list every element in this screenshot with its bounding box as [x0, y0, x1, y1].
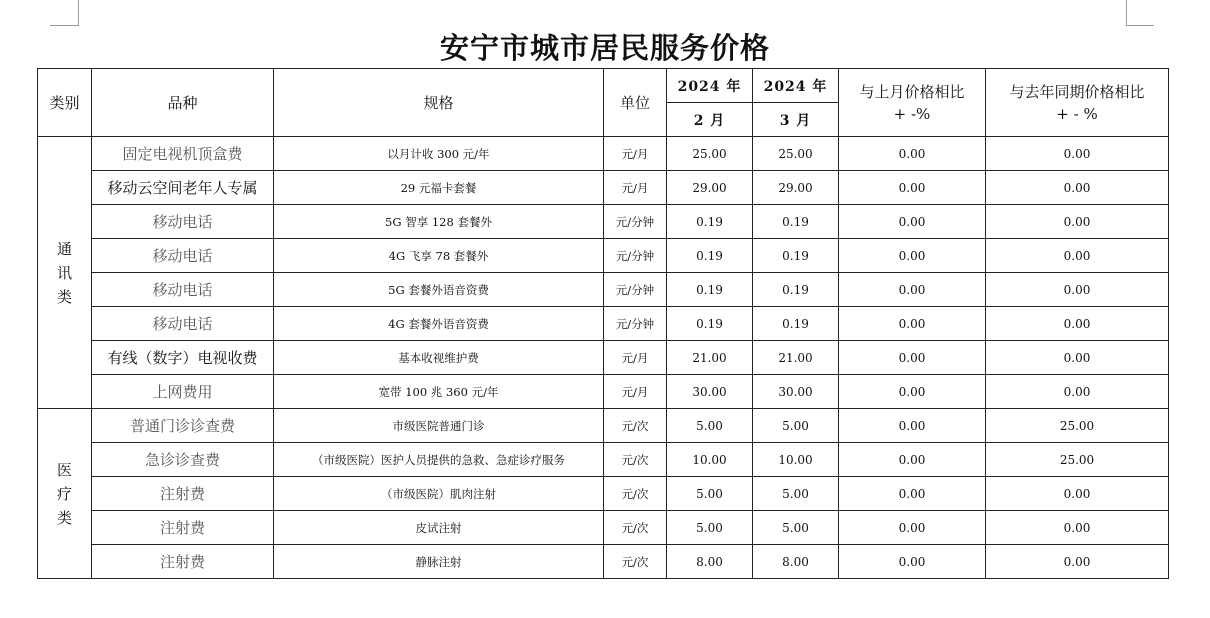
- feb-price-cell: 5.00: [667, 477, 753, 511]
- yoy-change-cell: 0.00: [986, 307, 1169, 341]
- mom-change-cell: 0.00: [839, 273, 986, 307]
- mar-price-cell: 25.00: [753, 137, 839, 171]
- spec-cell: 市级医院普通门诊: [274, 409, 604, 443]
- feb-price-cell: 0.19: [667, 205, 753, 239]
- feb-price-cell: 10.00: [667, 443, 753, 477]
- mar-price-cell: 0.19: [753, 273, 839, 307]
- category-char: 疗: [56, 484, 72, 503]
- spec-cell: 基本收视维护费: [274, 341, 604, 375]
- mar-price-cell: 30.00: [753, 375, 839, 409]
- feb-price-cell: 30.00: [667, 375, 753, 409]
- unit-cell: 元/月: [604, 137, 667, 171]
- spec-cell: （市级医院）医护人员提供的急救、急症诊疗服务: [274, 443, 604, 477]
- mom-change-cell: 0.00: [839, 375, 986, 409]
- yoy-change-cell: 0.00: [986, 511, 1169, 545]
- variety-cell: 固定电视机顶盒费: [92, 137, 274, 171]
- header-variety: 品种: [92, 69, 274, 137]
- spec-cell: 5G 智享 128 套餐外: [274, 205, 604, 239]
- feb-price-cell: 5.00: [667, 409, 753, 443]
- variety-cell: 急诊诊查费: [92, 443, 274, 477]
- table-row: [38, 239, 1169, 273]
- variety-cell: 移动电话: [92, 307, 274, 341]
- unit-cell: 元/次: [604, 477, 667, 511]
- yoy-change-cell: 0.00: [986, 273, 1169, 307]
- spec-cell: （市级医院）肌肉注射: [274, 477, 604, 511]
- mar-price-cell: 8.00: [753, 545, 839, 579]
- category-char: 类: [56, 508, 72, 527]
- table-row: [38, 511, 1169, 545]
- table-row: [38, 545, 1169, 579]
- price-table: [37, 68, 1169, 579]
- mar-price-cell: 10.00: [753, 443, 839, 477]
- variety-cell: 移动云空间老年人专属: [92, 171, 274, 205]
- header-mom-line2: + -%: [893, 104, 931, 123]
- mom-change-cell: 0.00: [839, 545, 986, 579]
- category-cell: [38, 137, 92, 409]
- unit-cell: 元/分钟: [604, 307, 667, 341]
- header-category: 类别: [38, 69, 92, 137]
- header-mar-year: 2024 年: [753, 69, 839, 103]
- spec-cell: 4G 套餐外语音资费: [274, 307, 604, 341]
- yoy-change-cell: 0.00: [986, 375, 1169, 409]
- table-row: [38, 375, 1169, 409]
- header-yoy: [986, 69, 1169, 137]
- feb-price-cell: 0.19: [667, 273, 753, 307]
- header-feb-year: 2024 年: [667, 69, 753, 103]
- table-row: [38, 307, 1169, 341]
- unit-cell: 元/次: [604, 443, 667, 477]
- yoy-change-cell: 0.00: [986, 545, 1169, 579]
- mom-change-cell: 0.00: [839, 205, 986, 239]
- crop-mark-top-right: [1126, 0, 1127, 26]
- yoy-change-cell: 0.00: [986, 171, 1169, 205]
- mar-price-cell: 29.00: [753, 171, 839, 205]
- category-char: 类: [56, 287, 72, 306]
- spec-cell: 静脉注射: [274, 545, 604, 579]
- variety-cell: 注射费: [92, 545, 274, 579]
- variety-cell: 移动电话: [92, 273, 274, 307]
- document-title: 安宁市城市居民服务价格: [439, 31, 770, 65]
- unit-cell: 元/月: [604, 375, 667, 409]
- feb-price-cell: 29.00: [667, 171, 753, 205]
- table-row: [38, 137, 1169, 171]
- yoy-change-cell: 0.00: [986, 205, 1169, 239]
- category-cell: [38, 409, 92, 579]
- feb-price-cell: 21.00: [667, 341, 753, 375]
- header-feb-month: 2 月: [667, 103, 753, 137]
- header-mom-line1: 与上月价格相比: [859, 82, 965, 101]
- variety-cell: 注射费: [92, 511, 274, 545]
- header-unit: 单位: [604, 69, 667, 137]
- feb-price-cell: 0.19: [667, 239, 753, 273]
- table-row: [38, 409, 1169, 443]
- unit-cell: 元/次: [604, 511, 667, 545]
- mar-price-cell: 5.00: [753, 477, 839, 511]
- header-mar-month: 3 月: [753, 103, 839, 137]
- yoy-change-cell: 0.00: [986, 341, 1169, 375]
- spec-cell: 29 元福卡套餐: [274, 171, 604, 205]
- mom-change-cell: 0.00: [839, 443, 986, 477]
- mom-change-cell: 0.00: [839, 137, 986, 171]
- variety-cell: 上网费用: [92, 375, 274, 409]
- table-row: [38, 477, 1169, 511]
- mom-change-cell: 0.00: [839, 477, 986, 511]
- mom-change-cell: 0.00: [839, 307, 986, 341]
- mom-change-cell: 0.00: [839, 341, 986, 375]
- yoy-change-cell: 25.00: [986, 409, 1169, 443]
- unit-cell: 元/次: [604, 545, 667, 579]
- mar-price-cell: 5.00: [753, 511, 839, 545]
- feb-price-cell: 25.00: [667, 137, 753, 171]
- header-yoy-line1: 与去年同期价格相比: [1009, 82, 1145, 101]
- header-spec: 规格: [274, 69, 604, 137]
- yoy-change-cell: 0.00: [986, 239, 1169, 273]
- header-yoy-line2: + - %: [1056, 104, 1098, 123]
- variety-cell: 移动电话: [92, 239, 274, 273]
- spec-cell: 宽带 100 兆 360 元/年: [274, 375, 604, 409]
- feb-price-cell: 8.00: [667, 545, 753, 579]
- mar-price-cell: 21.00: [753, 341, 839, 375]
- spec-cell: 以月计收 300 元/年: [274, 137, 604, 171]
- table-row: [38, 273, 1169, 307]
- variety-cell: 普通门诊诊查费: [92, 409, 274, 443]
- category-char: 讯: [56, 263, 72, 282]
- unit-cell: 元/分钟: [604, 205, 667, 239]
- yoy-change-cell: 0.00: [986, 137, 1169, 171]
- table-row: [38, 205, 1169, 239]
- feb-price-cell: 0.19: [667, 307, 753, 341]
- unit-cell: 元/月: [604, 341, 667, 375]
- mom-change-cell: 0.00: [839, 171, 986, 205]
- unit-cell: 元/月: [604, 171, 667, 205]
- spec-cell: 5G 套餐外语音资费: [274, 273, 604, 307]
- table-row: [38, 443, 1169, 477]
- spec-cell: 皮试注射: [274, 511, 604, 545]
- category-char: 通: [56, 239, 72, 258]
- spec-cell: 4G 飞享 78 套餐外: [274, 239, 604, 273]
- variety-cell: 注射费: [92, 477, 274, 511]
- variety-cell: 移动电话: [92, 205, 274, 239]
- unit-cell: 元/次: [604, 409, 667, 443]
- crop-mark-top-left: [78, 0, 79, 26]
- mom-change-cell: 0.00: [839, 409, 986, 443]
- yoy-change-cell: 0.00: [986, 477, 1169, 511]
- price-table-body: [38, 137, 1169, 579]
- variety-cell: 有线（数字）电视收费: [92, 341, 274, 375]
- mar-price-cell: 0.19: [753, 239, 839, 273]
- mar-price-cell: 0.19: [753, 307, 839, 341]
- feb-price-cell: 5.00: [667, 511, 753, 545]
- unit-cell: 元/分钟: [604, 273, 667, 307]
- unit-cell: 元/分钟: [604, 239, 667, 273]
- mom-change-cell: 0.00: [839, 511, 986, 545]
- mar-price-cell: 0.19: [753, 205, 839, 239]
- mom-change-cell: 0.00: [839, 239, 986, 273]
- table-row: [38, 171, 1169, 205]
- yoy-change-cell: 25.00: [986, 443, 1169, 477]
- header-mom: [839, 69, 986, 137]
- category-char: 医: [56, 460, 72, 479]
- table-row: [38, 341, 1169, 375]
- mar-price-cell: 5.00: [753, 409, 839, 443]
